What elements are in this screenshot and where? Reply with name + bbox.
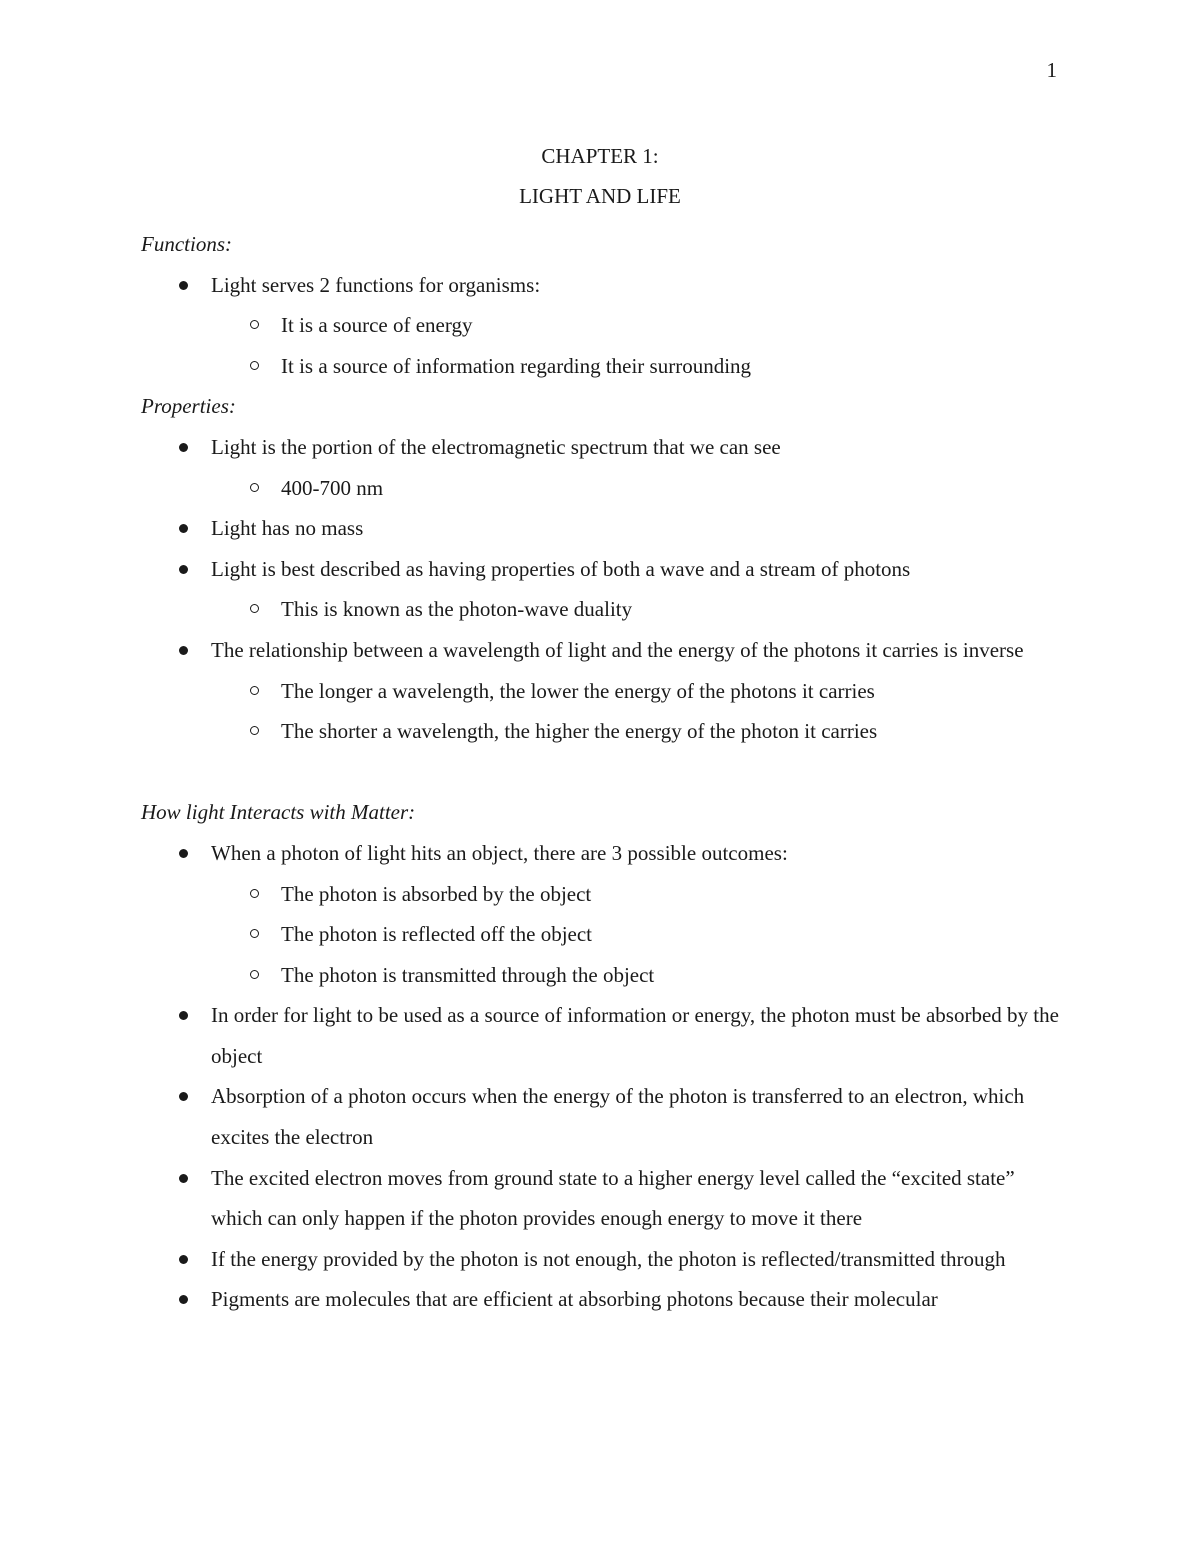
hollow-bullet-icon — [250, 686, 259, 695]
sub-list-item — [211, 914, 1061, 955]
list-item-text: The relationship between a wavelength of light and the energy of the photons it carries is inverse — [211, 637, 1024, 662]
chapter-title: CHAPTER 1: — [541, 144, 659, 168]
filled-bullet-icon — [179, 443, 188, 452]
hollow-bullet-icon — [250, 970, 259, 979]
hollow-bullet-icon — [250, 320, 259, 329]
section-heading-properties: Properties: — [141, 394, 236, 419]
sub-list-item-text: 400-700 nm — [281, 475, 384, 500]
list-item-text: Light is the portion of the electromagnetic spectrum that we can see — [211, 434, 781, 459]
sub-list — [211, 468, 1061, 509]
list-item — [141, 1076, 1061, 1157]
filled-bullet-icon — [179, 524, 188, 533]
filled-bullet-icon — [179, 1092, 188, 1101]
list-item — [141, 549, 1061, 630]
list-item-text: Pigments are molecules that are efficient at absorbing photons because their molecular — [211, 1287, 938, 1312]
list-item — [141, 1279, 1061, 1320]
sub-list-item — [211, 346, 1061, 387]
sub-list-item — [211, 711, 1061, 752]
filled-bullet-icon — [179, 565, 188, 574]
filled-bullet-icon — [179, 1174, 188, 1183]
list-item — [141, 427, 1061, 508]
sub-list — [211, 874, 1061, 996]
list-item-text: When a photon of light hits an object, there are 3 possible outcomes: — [211, 840, 788, 865]
hollow-bullet-icon — [250, 483, 259, 492]
sub-list-item — [211, 305, 1061, 346]
list-item-text: Light has no mass — [211, 516, 364, 541]
chapter-subtitle: LIGHT AND LIFE — [519, 184, 681, 208]
sub-list-item-text: The photon is reflected off the object — [281, 922, 593, 947]
sub-list-item-text: The longer a wavelength, the lower the energy of the photons it carries — [281, 678, 875, 703]
sub-list-item-text: The photon is transmitted through the object — [281, 962, 655, 987]
interactions-list — [141, 833, 1061, 1320]
sub-list-item — [211, 671, 1061, 712]
blank-line — [141, 752, 1061, 793]
hollow-bullet-icon — [250, 361, 259, 370]
sub-list-item — [211, 589, 1061, 630]
page-number: 1 — [1046, 58, 1057, 82]
section-heading-interactions: How light Interacts with Matter: — [141, 800, 416, 825]
sub-list — [211, 671, 1061, 752]
section-heading-functions: Functions: — [141, 232, 232, 256]
sub-list-item — [211, 874, 1061, 915]
sub-list-item — [211, 955, 1061, 996]
properties-list — [141, 427, 1061, 752]
sub-list-item-text: The shorter a wavelength, the higher the energy of the photon it carries — [281, 719, 878, 744]
sub-list — [211, 589, 1061, 630]
sub-list — [211, 305, 1061, 386]
filled-bullet-icon — [179, 1255, 188, 1264]
hollow-bullet-icon — [250, 604, 259, 613]
list-item-text: Light serves 2 functions for organisms: — [211, 272, 541, 297]
list-item — [141, 1158, 1061, 1239]
list-item-text: If the energy provided by the photon is not enough, the photon is reflected/transmitted through — [211, 1246, 1006, 1271]
list-item-text: Absorption of a photon occurs when the energy of the photon is transferred to an electron, which excites the electron — [211, 1084, 1025, 1150]
filled-bullet-icon — [179, 646, 188, 655]
filled-bullet-icon — [179, 849, 188, 858]
sub-list-item — [211, 468, 1061, 509]
list-item — [141, 508, 1061, 549]
list-item — [141, 1239, 1061, 1280]
filled-bullet-icon — [179, 281, 188, 290]
hollow-bullet-icon — [250, 889, 259, 898]
filled-bullet-icon — [179, 1011, 188, 1020]
sub-list-item-text: It is a source of information regarding their surrounding — [281, 353, 752, 378]
sub-list-item-text: It is a source of energy — [281, 313, 473, 338]
list-item — [141, 833, 1061, 995]
list-item — [141, 995, 1061, 1076]
list-item-text: Light is best described as having properties of both a wave and a stream of photons — [211, 556, 911, 581]
list-item — [141, 630, 1061, 752]
sub-list-item-text: This is known as the photon-wave duality — [281, 597, 633, 622]
hollow-bullet-icon — [250, 929, 259, 938]
hollow-bullet-icon — [250, 726, 259, 735]
filled-bullet-icon — [179, 1295, 188, 1304]
list-item — [141, 265, 1061, 387]
list-item-text: The excited electron moves from ground state to a higher energy level called the “excited state” which can only happen if the photon provides enough energy to move it there — [211, 1165, 1015, 1231]
document-body — [141, 224, 1061, 1320]
functions-list — [141, 265, 1061, 387]
sub-list-item-text: The photon is absorbed by the object — [281, 881, 592, 906]
list-item-text: In order for light to be used as a source of information or energy, the photon must be absorbed by the object — [211, 1003, 1059, 1068]
